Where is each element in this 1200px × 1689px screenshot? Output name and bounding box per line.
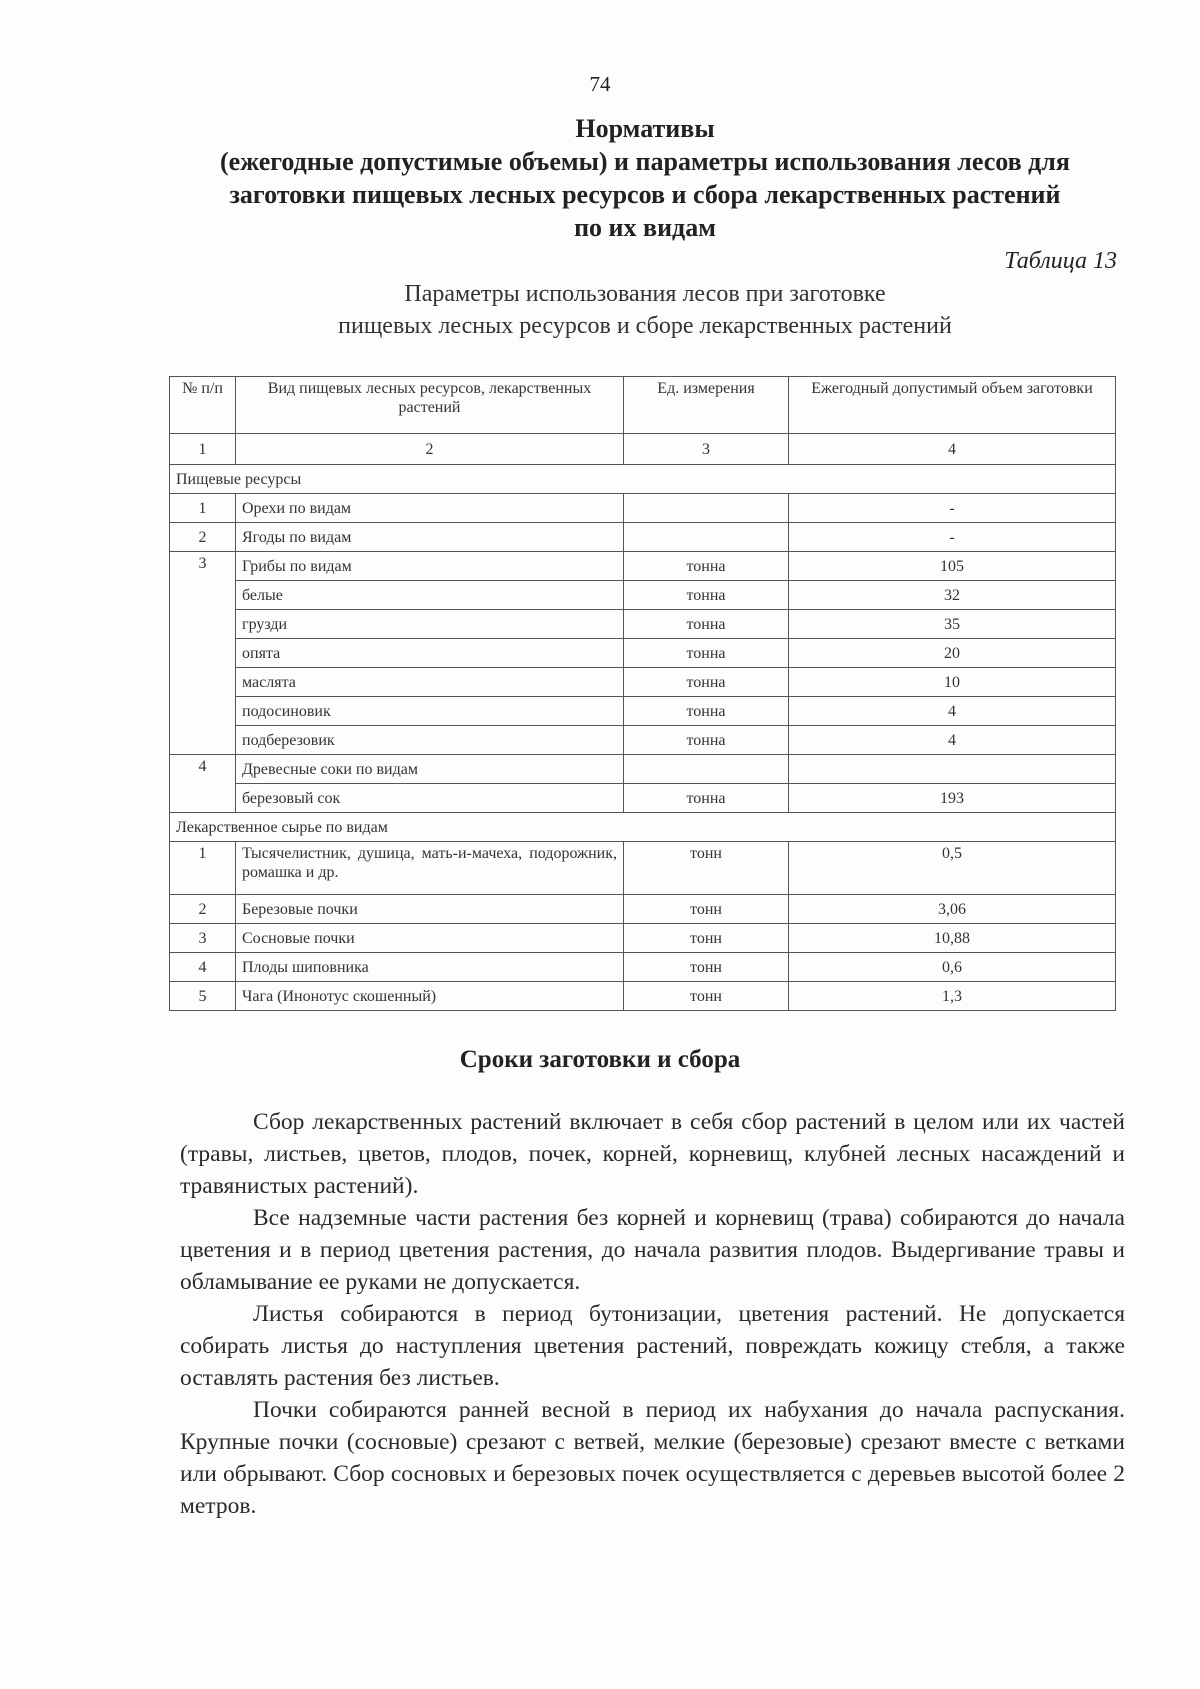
table-row [170,581,1116,610]
row-number: 3 [170,924,236,953]
table-section-row [170,813,1116,842]
unit [624,494,789,523]
volume: 1,3 [789,982,1116,1011]
table-row [170,755,1116,784]
resource-name: Ягоды по видам [236,523,624,552]
resource-name: Березовые почки [236,895,624,924]
unit: тонна [624,668,789,697]
resource-name: грузди [236,610,624,639]
heading-line: Нормативы [575,114,715,143]
table-row [170,784,1116,813]
heading-line: (ежегодные допустимые объемы) и параметры использования лесов для [220,147,1070,176]
volume: 0,5 [789,842,1116,895]
volume: 32 [789,581,1116,610]
heading-line: заготовки пищевых лесных ресурсов и сбора лекарственных растений [229,180,1061,209]
row-number: 3 [170,552,236,755]
volume [789,755,1116,784]
table-row [170,523,1116,552]
row-number: 4 [170,755,236,813]
table-row [170,924,1116,953]
row-number: 5 [170,982,236,1011]
row-number: 1 [170,494,236,523]
paragraph: Все надземные части растения без корней и корневищ (трава) собираются до начала цветения и в период цветения растения, до начала развития плодов. Выдергивание травы и обламывание ее руками не допускается. [180,1205,1125,1295]
paragraph: Сбор лекарственных растений включает в себя сбор растений в целом или их частей (травы, листьев, цветов, плодов, почек, корней, корневищ, клубней лесных насаждений и травянистых растений). [180,1109,1125,1199]
resource-name: Чага (Инонотус скошенный) [236,982,624,1011]
paragraph: Почки собираются ранней весной в период их набухания до начала распускания. Крупные почки (сосновые) срезают с ветвей, мелкие (березовые) срезают вместе с ветками или обрывают. Сбор сосновых и березовых почек осуществляется с деревьев высотой более 2 метров. [180,1397,1125,1519]
unit: тонн [624,982,789,1011]
table-row [170,953,1116,982]
heading-line: по их видам [574,213,716,242]
row-number: 2 [170,523,236,552]
volume: - [789,523,1116,552]
row-number: 4 [170,953,236,982]
row-number: 2 [170,895,236,924]
resource-name: подберезовик [236,726,624,755]
unit: тонна [624,726,789,755]
resource-name: опята [236,639,624,668]
resource-name: Грибы по видам [236,552,624,581]
table-row [170,639,1116,668]
caption-line: Параметры использования лесов при заготовке [404,281,886,307]
volume: 193 [789,784,1116,813]
unit: тонн [624,953,789,982]
column-number-cell: 2 [236,434,624,465]
resource-name: березовый сок [236,784,624,813]
table-row [170,668,1116,697]
table-row [170,610,1116,639]
table-row [170,552,1116,581]
volume: 10,88 [789,924,1116,953]
column-number-cell: 3 [624,434,789,465]
table-caption [150,278,1140,342]
volume: 3,06 [789,895,1116,924]
section-label-food: Пищевые ресурсы [170,465,1116,494]
volume: - [789,494,1116,523]
volume: 10 [789,668,1116,697]
resource-name: Тысячелистник, душица, мать-и-мачеха, подорожник, ромашка и др. [236,842,624,895]
unit: тонн [624,924,789,953]
section-title: Сроки заготовки и сбора [459,1046,741,1073]
volume: 105 [789,552,1116,581]
table-row [170,494,1116,523]
table-section-row [170,465,1116,494]
table-number: Таблица 13 [1004,248,1117,274]
table-header-row [170,377,1116,434]
unit: тонна [624,581,789,610]
unit: тонна [624,697,789,726]
unit [624,755,789,784]
header-cell: Вид пищевых лесных ресурсов, лекарственных растений [236,377,624,434]
body-text [180,1106,1125,1522]
unit: тонна [624,552,789,581]
volume: 0,6 [789,953,1116,982]
paragraph: Листья собираются в период бутонизации, цветения растений. Не допускается собирать листья до наступления цветения растений, повреждать кожицу стебля, а также оставлять растения без листьев. [180,1301,1125,1391]
table-row [170,982,1116,1011]
volume: 4 [789,726,1116,755]
page-number: 74 [589,72,611,96]
header-cell: № п/п [170,377,236,434]
header-cell: Ежегодный допустимый объем заготовки [789,377,1116,434]
column-number-cell: 4 [789,434,1116,465]
unit: тонна [624,784,789,813]
table-row [170,895,1116,924]
unit: тонн [624,895,789,924]
resource-name: Плоды шиповника [236,953,624,982]
resource-name: Древесные соки по видам [236,755,624,784]
caption-line: пищевых лесных ресурсов и сборе лекарственных растений [338,313,952,339]
unit [624,523,789,552]
resource-name: Сосновые почки [236,924,624,953]
resource-name: белые [236,581,624,610]
column-number-cell: 1 [170,434,236,465]
unit: тонн [624,842,789,895]
row-number: 1 [170,842,236,895]
column-number-row [170,434,1116,465]
volume: 4 [789,697,1116,726]
unit: тонна [624,639,789,668]
table-row [170,697,1116,726]
resource-name: маслята [236,668,624,697]
table-row [170,842,1116,895]
document-heading [150,112,1140,244]
volume: 35 [789,610,1116,639]
resources-table [169,376,1116,1011]
header-cell: Ед. измерения [624,377,789,434]
volume: 20 [789,639,1116,668]
resource-name: Орехи по видам [236,494,624,523]
table-row [170,726,1116,755]
section-label-medicinal: Лекарственное сырье по видам [170,813,1116,842]
resource-name: подосиновик [236,697,624,726]
unit: тонна [624,610,789,639]
